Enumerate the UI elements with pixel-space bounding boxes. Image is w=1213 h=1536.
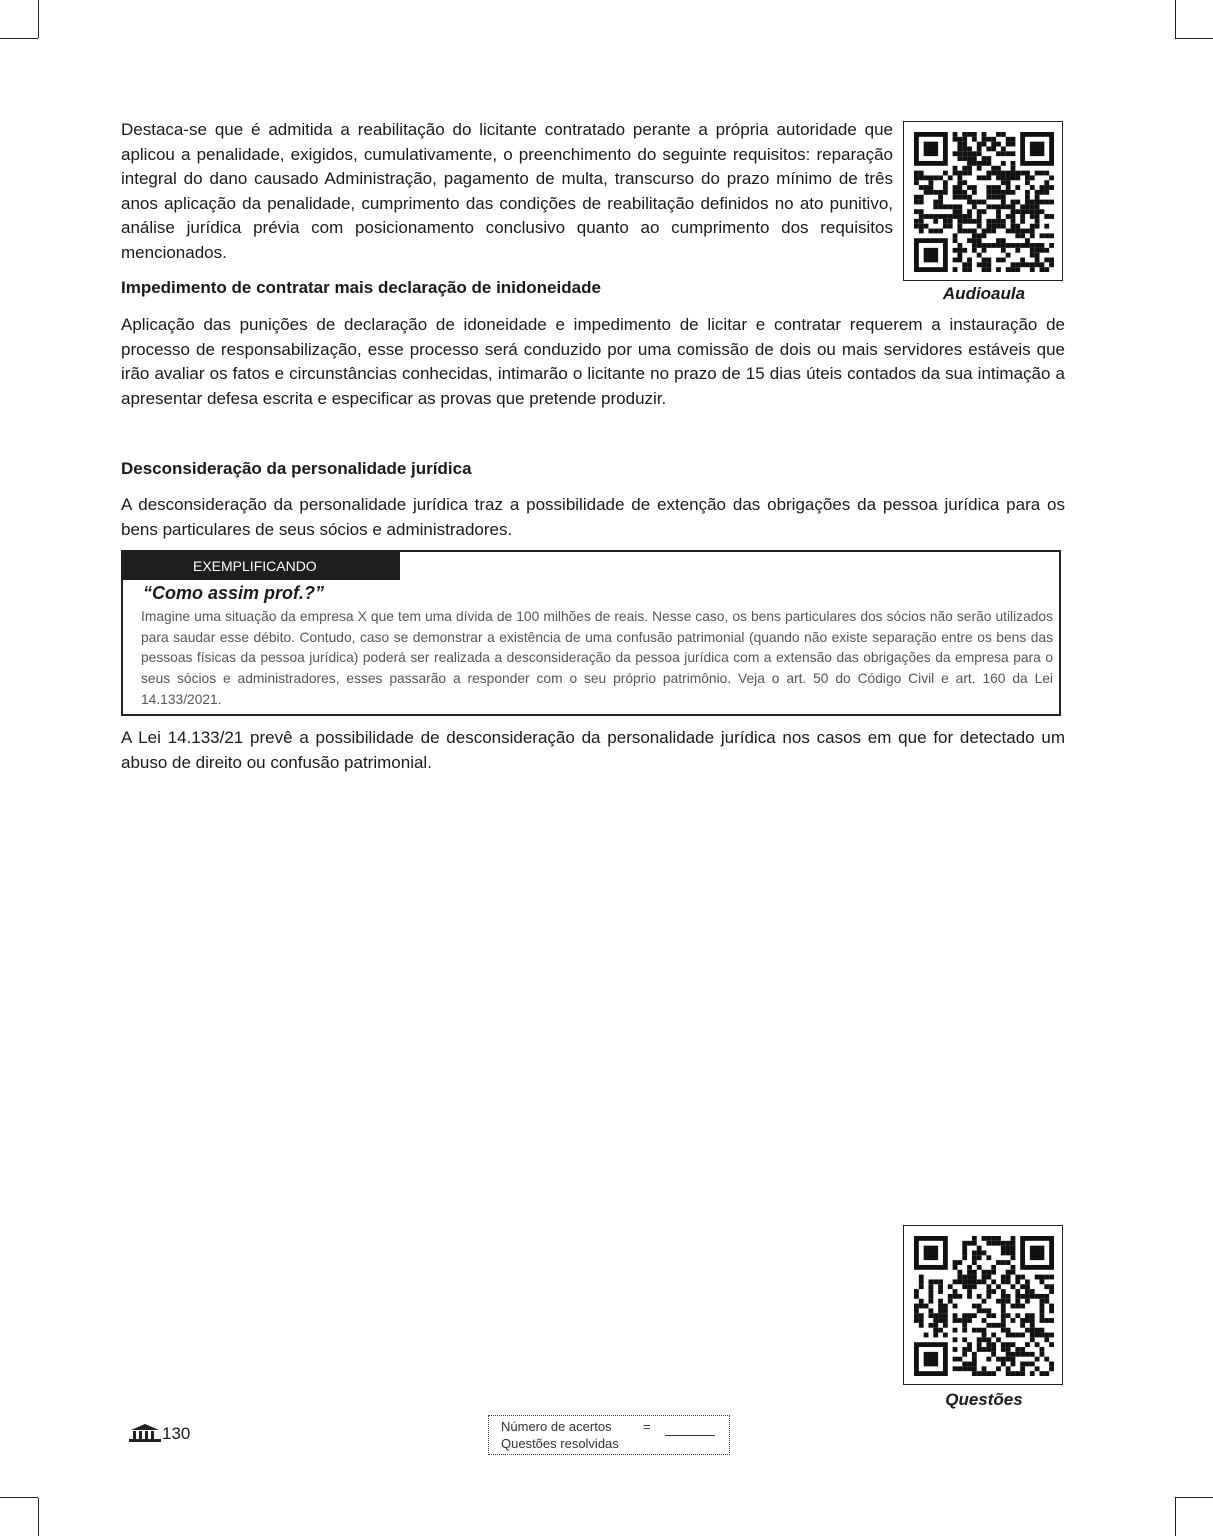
score-equals: =	[643, 1419, 651, 1434]
score-tracker	[488, 1415, 730, 1455]
qr-code-questoes[interactable]	[903, 1225, 1063, 1385]
crop-mark	[38, 0, 39, 38]
paragraph-disregard: A desconsideração da personalidade jurídica traz a possibilidade de extenção das obrigações da pessoa jurídica para os bens particulares de seus sócios e administradores.	[121, 495, 1065, 539]
score-label-correct: Número de acertos	[501, 1419, 612, 1434]
example-box	[121, 550, 1061, 716]
score-label-resolved: Questões resolvidas	[501, 1436, 619, 1451]
example-title: “Como assim prof.?”	[143, 583, 325, 603]
qr-caption-audioaula: Audioaula	[942, 284, 1026, 303]
books-icon	[129, 1423, 161, 1443]
section-heading-disregard: Desconsideração da personalidade jurídica	[121, 459, 472, 478]
example-text: Imagine uma situação da empresa X que tem uma dívida de 100 milhões de reais. Nesse caso, os bens particulares dos sócios não serão utilizados para saudar esse débito. Contudo, caso se demonstrar a existência de uma confusão patrimonial (quando não existe separação entre os bens das pessoas físicas da pessoa jurídica) poderá ser realizada a desconsideração da pessoa jurídica com a extensão das obrigações da empresa para o seus sócios e administradores, esses passarão a responder com o seu próprio patrimônio. Veja o art. 50 do Código Civil e art. 160 da Lei 14.133/2021.	[141, 609, 1053, 707]
paragraph-law: A Lei 14.133/21 prevê a possibilidade de desconsideração da personalidade jurídica nos casos em que for detectado um abuso de direito ou confusão patrimonial.	[121, 728, 1065, 772]
score-blank[interactable]	[665, 1435, 715, 1436]
crop-mark	[1175, 1498, 1176, 1536]
qr-code-audioaula[interactable]	[903, 121, 1063, 281]
qr-icon	[914, 1236, 1054, 1376]
qr-icon	[914, 132, 1054, 272]
qr-caption-questoes: Questões	[945, 1390, 1023, 1409]
section-heading-impediment: Impedimento de contratar mais declaração de inidoneidade	[121, 278, 601, 297]
crop-mark	[1175, 0, 1176, 38]
crop-mark	[1175, 1497, 1213, 1498]
paragraph-impediment: Aplicação das punições de declaração de idoneidade e impedimento de licitar e contratar requerem a instauração de processo de responsabilização, esse processo será conduzido por uma comissão de dois ou mais servidores estáveis que irão avaliar os fatos e circunstâncias conhecidas, intimarão o licitante no prazo de 15 dias úteis contados da sua intimação a apresentar defesa escrita e especificar as provas que pretende produzir.	[121, 315, 1065, 408]
crop-mark	[38, 1498, 39, 1536]
crop-mark	[0, 38, 38, 39]
example-tab-label: EXEMPLIFICANDO	[123, 552, 400, 580]
crop-mark	[1175, 38, 1213, 39]
crop-mark	[0, 1497, 38, 1498]
page-number: 130	[162, 1424, 191, 1443]
paragraph-rehabilitation: Destaca-se que é admitida a reabilitação do licitante contratado perante a própria autoridade que aplicou a penalidade, exigidos, cumulativamente, o preenchimento do seguinte requisitos: reparação integral do dano causado Administração, pagamento de multa, transcurso do prazo mínimo de três anos aplicação da penalidade, cumprimento das condições de reabilitação definidos no ato punitivo, análise jurídica prévia com posicionamento conclusivo quanto ao cumprimento dos requisitos mencionados.	[121, 120, 893, 262]
